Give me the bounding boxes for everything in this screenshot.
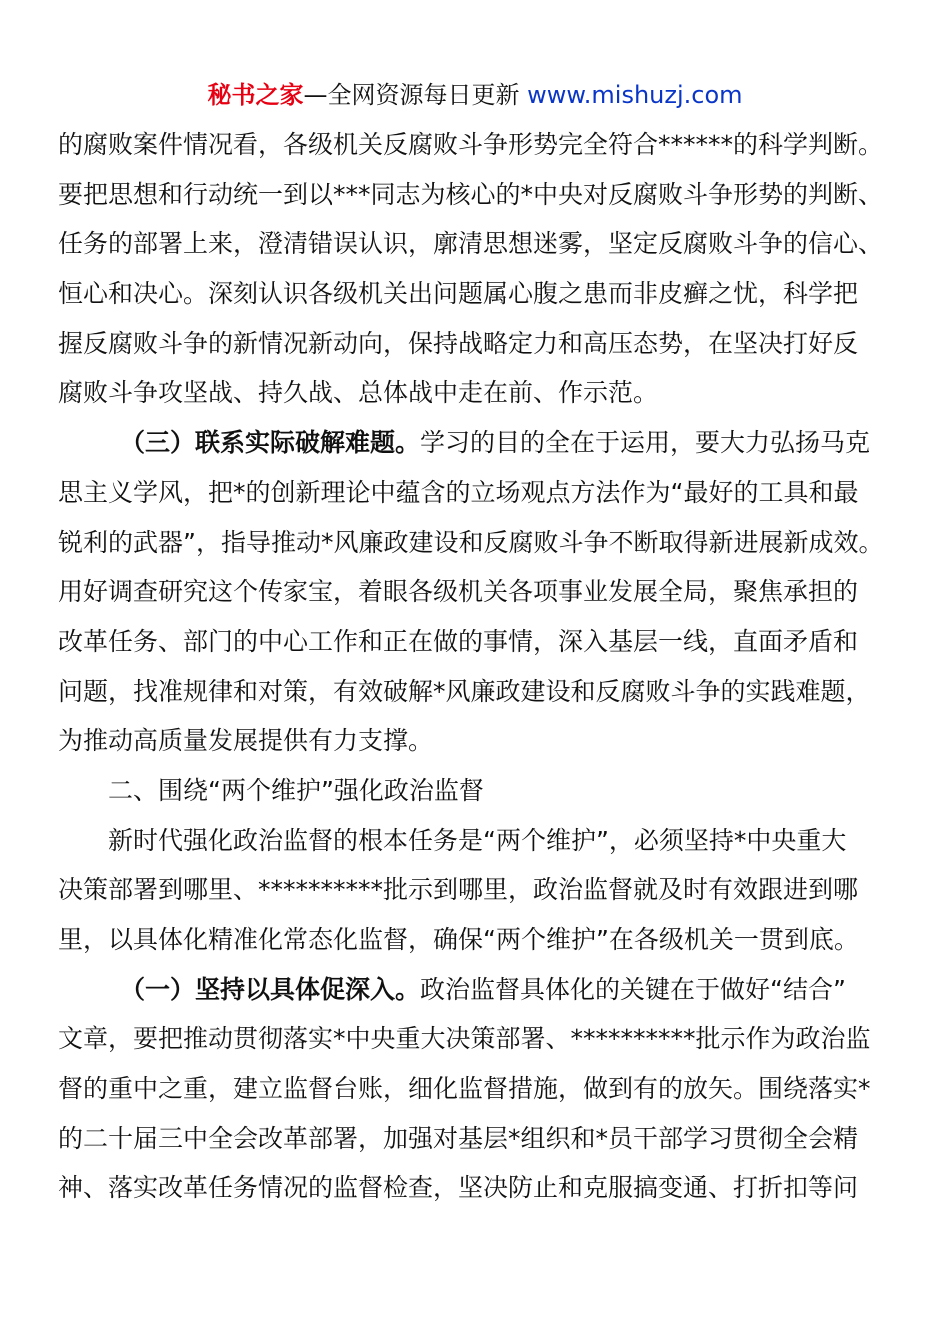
section-heading: 二、围绕“两个维护”强化政治监督 [108,775,484,805]
text-line: 督的重中之重，建立监督台账，细化监督措施，做到有的放矢。围绕落实* [58,1074,871,1104]
text-line: 要把思想和行动统一到以***同志为核心的*中央对反腐败斗争形势的判断、 [58,179,884,209]
text-line: 的腐败案件情况看，各级机关反腐败斗争形势完全符合******的科学判断。 [58,130,884,159]
subheading-line [58,965,894,1015]
subheading-text: 学习的目的全在于运用，要大力弘扬马克 [420,428,871,458]
document-body [58,120,894,1213]
text-line: 的二十届三中全会改革部署，加强对基层*组织和*员干部学习贯彻全会精 [58,1123,859,1153]
text-line: 恒心和决心。深刻认识各级机关出问题属心腹之患而非皮癣之忧，科学把 [58,279,859,309]
subheading-bold: （一）坚持以具体促深入。 [120,974,421,1004]
text-line: 握反腐败斗争的新情况新动向，保持战略定力和高压态势，在坚决打好反 [58,328,859,358]
subheading-text: 政治监督具体化的关键在于做好“结合” [420,974,846,1004]
text-line: 任务的部署上来，澄清错误认识，廓清思想迷雾，坚定反腐败斗争的信心、 [58,229,884,259]
text-line: 锐利的武器”，指导推动*风廉政建设和反腐败斗争不断取得新进展新成效。 [58,527,884,557]
page-header [0,78,950,112]
text-line: 思主义学风，把*的创新理论中蕴含的立场观点方法作为“最好的工具和最 [58,477,859,507]
text-line: 改革任务、部门的中心工作和正在做的事情，深入基层一线，直面矛盾和 [58,626,859,656]
subheading-bold: （三）联系实际破解难题。 [120,428,421,458]
text-line: 神、落实改革任务情况的监督检查，坚决防止和克服搞变通、打折扣等问 [58,1173,859,1203]
header-site-url[interactable]: www.mishuzj.com [527,81,743,109]
text-line: 文章，要把推动贯彻落实*中央重大决策部署、**********批示作为政治监 [58,1024,871,1054]
subheading-line [58,418,894,468]
header-slogan: —全网资源每日更新 [303,81,528,109]
text-line: 新时代强化政治监督的根本任务是“两个维护”，必须坚持*中央重大 [108,825,847,855]
text-line: 问题，找准规律和对策，有效破解*风廉政建设和反腐败斗争的实践难题， [58,676,871,706]
text-line: 腐败斗争攻坚战、持久战、总体战中走在前、作示范。 [58,378,659,408]
text-line: 里，以具体化精准化常态化监督，确保“两个维护”在各级机关一贯到底。 [58,925,859,954]
text-line: 为推动高质量发展提供有力支撑。 [58,726,434,756]
text-line: 用好调查研究这个传家宝，着眼各级机关各项事业发展全局，聚焦承担的 [58,577,859,607]
header-brand: 秘书之家 [207,81,304,109]
text-line: 决策部署到哪里、**********批示到哪里，政治监督就及时有效跟进到哪 [58,875,859,905]
